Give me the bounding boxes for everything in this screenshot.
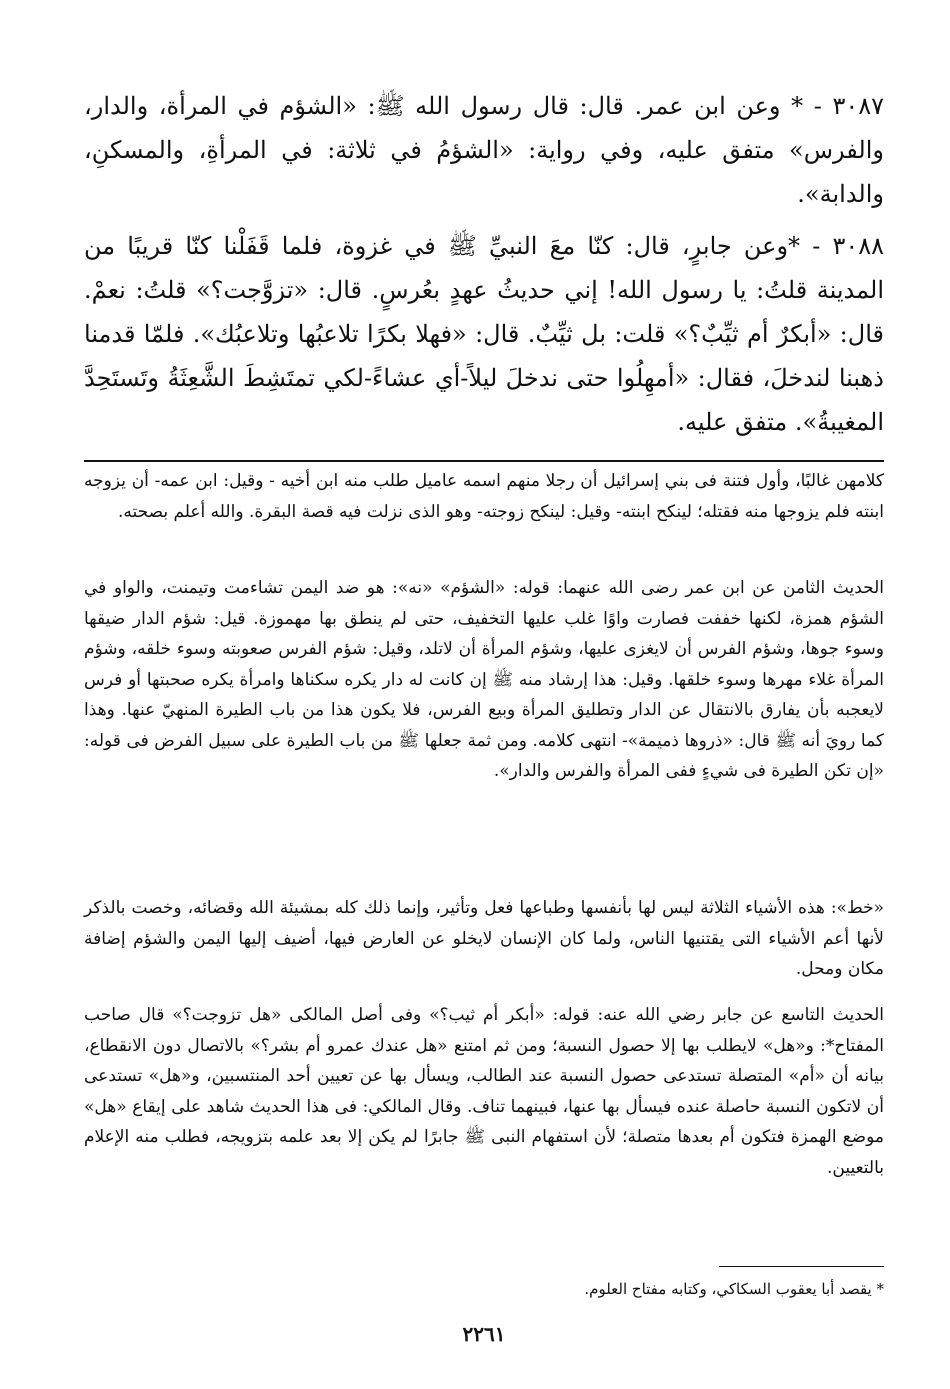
commentary-paragraph-4: الحديث التاسع عن جابر رضي الله عنه: قوله: «أبكر أم ثيب؟» وفى أصل المالكى «هل تزوجت؟» قال صاحب المفتاح*: و«هل» لايطلب بها إلا حصول النسبة؛ ومن ثم امتنع «هل عندك عمرو أم بشر؟» بالاتصال دون الانقطاع، بيانه أن «أم» المتصلة تستدعى حصول النسبة عند الطالب، ويسأل بها عن تعيين أحد المنتسبين، و«هل» تستدعى أن لاتكون النسبة حاصلة عنده فيسأل بها عنها، فبينهما تناف. وقال المالكي: فى هذا الحديث شاهد على إيقاع «هل» موضع الهمزة فتكون أم بعدها متصلة؛ لأن استفهام النبى ﷺ جابرًا لم يكن إلا بعد علمه بتزويجه، فطلب منه الإعلام بالتعيين.: [84, 1005, 884, 1178]
hadith-3088: ٣٠٨٨ - *وعن جابرٍ، قال: كنّا معَ النبيِّ ﷺ في غزوة، فلما قَفَلْنا كنّا قريبًا من المدينة قلتُ: يا رسول الله! إني حديثُ عهدٍ بعُرسٍ. قال: «تزوَّجت؟» قلتُ: نعمْ. قال: «أبكرٌ أم ثيِّبٌ؟» قلت: بل ثيِّبٌ. قال: «فهلا بكرًا تلاعبُها وتلاعبُك». فلمّا قدمنا ذهبنا لندخلَ، فقال: «أمهِلُوا حتى ندخلَ ليلاً-أي عشاءً-لكي تمتَشِطَ الشَّعِثَةُ وتَستَحِدَّ المغيبةُ». متفق عليه.: [84, 232, 884, 436]
commentary-paragraph-2: الحديث الثامن عن ابن عمر رضى الله عنهما: قوله: «الشؤم» «نه»: هو ضد اليمن تشاءمت وتيمنت، والواو في الشؤم همزة، لكنها خففت فصارت واوًا غلب عليها التخفيف، حتى لم ينطق بها مهموزة. قيل: شؤم الدار ضيقها وسوء جوها، وشؤم الفرس أن لايغزى عليها، وشؤم المرأة أن لاتلد، وقيل: شؤم الفرس صعوبته وسوء خلقه، وشؤم المرأة غلاء مهرها وسوء خلقها. وقيل: هذا إرشاد منه ﷺ إن كانت له دار يكره سكناها وامرأة يكره صحبتها أو فرس لايعجبه بأن يفارق بالانتقال عن الدار وتطليق المرأة وبيع الفرس، فلا يكون هذا من باب الطيرة المنهيّ عنها. وهذا كما رويَ أنه ﷺ قال: «ذروها ذميمة»- انتهى كلامه. ومن ثمة جعلها ﷺ من باب الطيرة على سبيل الفرض فى قوله: «إن تكن الطيرة فى شيءٍ ففى المرأة والفرس والدار».: [84, 578, 884, 781]
footnote: * يقصد أبا يعقوب السكاكي، وكتابه مفتاح العلوم.: [584, 1280, 884, 1298]
page-number: ٢٢٦١: [462, 1322, 506, 1346]
commentary-paragraph-3: «خط»: هذه الأشياء الثلاثة ليس لها بأنفسها وطباعها فعل وتأثير، وإنما ذلك كله بمشيئة الله وقضائه، وخصت بالذكر لأنها أعم الأشياء التى يقتنيها الناس، ولما كان الإنسان لايخلو عن العارض فيها، أضيف إليها اليمن والشؤم إضافة مكان ومحل.: [84, 898, 884, 979]
commentary-paragraph-1: كلامهن غالبًا، وأول فتنة فى بني إسرائيل أن رجلا منهم اسمه عاميل طلب منه ابن أخيه - وقيل: ابن عمه- أن يزوجه ابنته فلم يزوجها منه فقتله؛ لينكح ابنته- وقيل: لينكح زوجته- وهو الذى نزلت فيه قصة البقرة. والله أعلم بصحته.: [84, 471, 884, 522]
hadith-3087: ٣٠٨٧ - * وعن ابن عمر. قال: قال رسول الله ﷺ: «الشؤم في المرأة، والدار، والفرس» متفق عليه، وفي رواية: «الشؤمُ في ثلاثة: في المرأةِ، والمسكنِ، والدابة».: [84, 92, 885, 208]
section-divider: [84, 460, 884, 462]
footnote-divider: [719, 1266, 884, 1267]
book-page: [84, 84, 884, 1374]
